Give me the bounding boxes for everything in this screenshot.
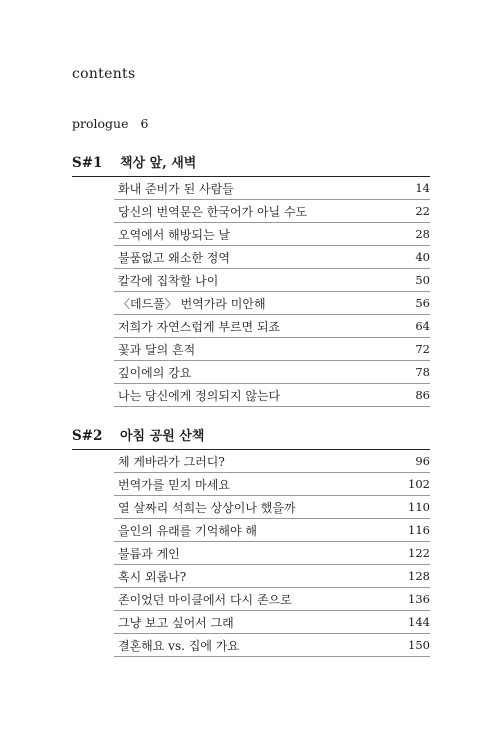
toc-entry[interactable] bbox=[114, 542, 430, 565]
toc-entry[interactable] bbox=[114, 496, 430, 519]
toc-entry[interactable] bbox=[114, 519, 430, 542]
entry-title: 불품없고 왜소한 정역 bbox=[118, 250, 230, 265]
toc-entry[interactable] bbox=[114, 223, 430, 246]
entry-page: 110 bbox=[408, 500, 430, 514]
toc-entry[interactable] bbox=[114, 588, 430, 611]
contents-heading: contents bbox=[72, 66, 136, 82]
entry-page: 102 bbox=[408, 477, 430, 491]
entry-page: 116 bbox=[408, 523, 430, 537]
toc-entry[interactable] bbox=[114, 200, 430, 223]
entry-page: 50 bbox=[415, 273, 430, 287]
toc-entry[interactable] bbox=[114, 246, 430, 269]
entry-title: 칼각에 집착할 나이 bbox=[118, 273, 219, 288]
section-1 bbox=[72, 152, 430, 407]
entry-page: 128 bbox=[408, 569, 430, 583]
entry-title: 화내 준비가 된 사람들 bbox=[118, 181, 234, 196]
toc-entry[interactable] bbox=[114, 473, 430, 496]
section-2 bbox=[72, 425, 430, 657]
entry-page: 150 bbox=[408, 638, 430, 652]
entry-page: 22 bbox=[415, 204, 430, 218]
entry-page: 144 bbox=[408, 615, 430, 629]
entry-title: 혹시 외롭나? bbox=[118, 569, 187, 584]
entry-page: 40 bbox=[415, 250, 430, 264]
entry-title: 체 게바라가 그러디? bbox=[118, 454, 225, 469]
toc-entry[interactable] bbox=[114, 634, 430, 657]
entry-page: 78 bbox=[415, 365, 430, 379]
entry-page: 96 bbox=[415, 454, 430, 468]
section-number: S#2 bbox=[72, 428, 103, 444]
entry-page: 56 bbox=[415, 296, 430, 310]
entry-title: 결혼해요 vs. 집에 가요 bbox=[118, 638, 239, 653]
toc-entry[interactable] bbox=[114, 361, 430, 384]
entry-title: 꽃과 달의 흔적 bbox=[118, 342, 196, 357]
section-items bbox=[114, 177, 430, 407]
prologue-page: 6 bbox=[140, 116, 149, 131]
section-items bbox=[114, 450, 430, 657]
entry-title: 당신의 번역문은 한국어가 아닐 수도 bbox=[118, 204, 308, 219]
toc-entry[interactable] bbox=[114, 338, 430, 361]
entry-page: 72 bbox=[415, 342, 430, 356]
toc-entry[interactable] bbox=[114, 269, 430, 292]
entry-page: 28 bbox=[415, 227, 430, 241]
entry-title: 을인의 유래를 기억해야 해 bbox=[118, 523, 257, 538]
toc-entry[interactable] bbox=[114, 384, 430, 407]
prologue-label: prologue bbox=[72, 116, 129, 131]
entry-title: 〈데드풀〉 번역가라 미안해 bbox=[118, 296, 266, 311]
section-number: S#1 bbox=[72, 155, 103, 171]
entry-title: 불륨과 게인 bbox=[118, 546, 180, 561]
prologue-entry[interactable] bbox=[72, 116, 148, 131]
entry-page: 86 bbox=[415, 388, 430, 402]
entry-title: 나는 당신에게 정의되지 않는다 bbox=[118, 388, 281, 403]
entry-title: 존이었던 마이클에서 다시 존으로 bbox=[118, 592, 292, 607]
entry-title: 깊이에의 강요 bbox=[118, 365, 192, 380]
toc-entry[interactable] bbox=[114, 611, 430, 634]
section-title: 아침 공원 산책 bbox=[120, 429, 205, 444]
entry-title: 그냥 보고 싶어서 그래 bbox=[118, 615, 234, 630]
section-title: 책상 앞, 새벽 bbox=[120, 156, 197, 171]
entry-page: 14 bbox=[415, 181, 430, 195]
section-header bbox=[72, 425, 430, 450]
toc-entry[interactable] bbox=[114, 565, 430, 588]
entry-title: 저희가 자연스럽게 부르면 되죠 bbox=[118, 319, 281, 334]
entry-page: 122 bbox=[408, 546, 430, 560]
entry-page: 136 bbox=[408, 592, 430, 606]
toc-entry[interactable] bbox=[114, 292, 430, 315]
entry-title: 오역에서 해방되는 날 bbox=[118, 227, 230, 242]
toc-entry[interactable] bbox=[114, 450, 430, 473]
toc-entry[interactable] bbox=[114, 315, 430, 338]
toc-entry[interactable] bbox=[114, 177, 430, 200]
section-header bbox=[72, 152, 430, 177]
entry-page: 64 bbox=[415, 319, 430, 333]
entry-title: 번역가를 믿지 마세요 bbox=[118, 477, 230, 492]
entry-title: 열 살짜리 석희는 상상이나 했을까 bbox=[118, 500, 296, 515]
